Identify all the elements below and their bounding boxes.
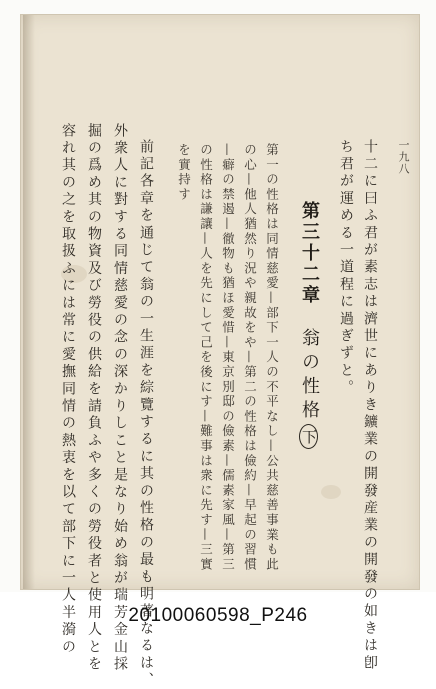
contents-line: —癖の禁遏—徹物も猶ほ愛惜—東京別邸の儉素—儒素家風—第三 (220, 143, 236, 573)
contents-line: 第一の性格は同情慈愛—部下一人の不平なし—公共慈善事業も此 (264, 143, 280, 573)
contents-line: を實持す (176, 143, 192, 203)
body-line: 外衆人に對する同情慈愛の念の深かりしこと是なり始め翁が瑞芳金山採 (112, 123, 128, 674)
text-line: 十二に曰ふ君が素志は濟世にありき鑛業の開發産業の開發の如きは卽 (362, 139, 378, 673)
chapter-title: 翁の性格 (299, 328, 320, 424)
chapter-number: 第三十二章 (299, 201, 320, 306)
contents-line: の性格は謙讓—人を先にして己を後にす—難事は衆に先す—三實 (198, 143, 214, 573)
chapter-subtitle: 下 (299, 424, 318, 449)
text-line: ち君が運める一道程に過ぎずと。 (338, 139, 354, 397)
page-number: 一九八 (397, 139, 410, 175)
image-id-caption: 20100060598_P246 (128, 605, 308, 626)
body-line: 容れ其の之を取扱ふには常に愛撫同情の熱衷を以て部下に一人半漪の (60, 123, 76, 657)
chapter-heading (299, 201, 318, 449)
page-gutter-shadow (23, 15, 35, 589)
contents-line: の心—他人猶然り況や親故をや—第二の性格は儉約—早起の習慣 (242, 143, 258, 573)
body-line: 前記各章を通じて翁の一生涯を綜覽するに其の性格の最も明著なるは、 (138, 139, 154, 689)
paper-stain (321, 485, 341, 499)
body-line: 掘の爲め其の物資及び勞役の供給を請負ふや多くの勞役者と使用人とを (86, 123, 102, 674)
